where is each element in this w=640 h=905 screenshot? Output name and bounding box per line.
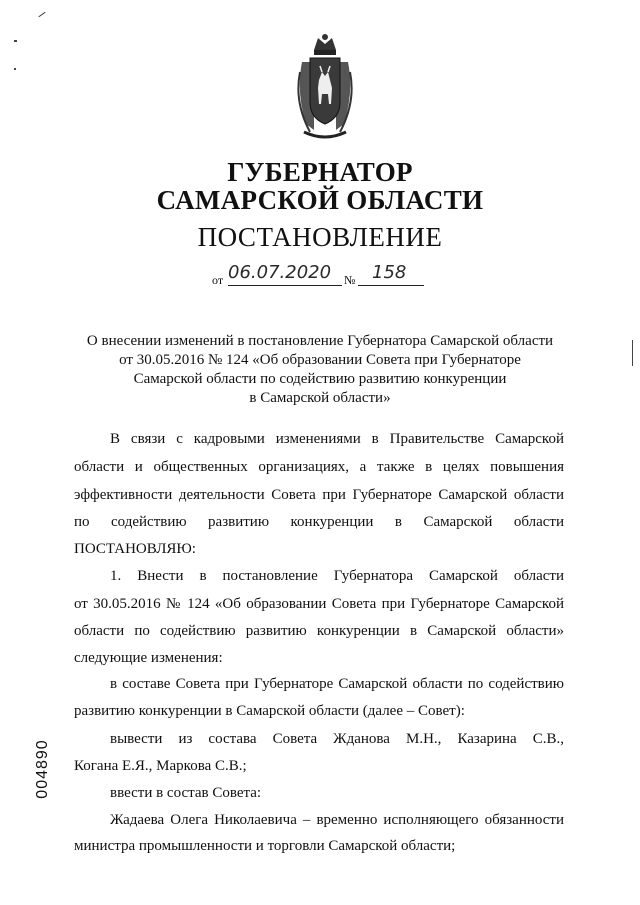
margin-serial-number: 004890 (34, 739, 51, 799)
subject-line: Самарской области по содействию развитию конкуренции (133, 371, 507, 387)
body-line: ПОСТАНОВЛЯЮ: (74, 541, 196, 557)
body-line: в составе Совета при Губернаторе Самарской области по содействию (110, 676, 564, 692)
body-line: Жадаева Олега Николаевича – временно исполняющего обязанности (110, 812, 564, 828)
scan-mark (632, 340, 633, 366)
body-line: по содействию развитию конкуренции в Самарской области (74, 514, 564, 530)
scan-mark (38, 12, 45, 17)
scan-mark (14, 40, 17, 42)
number-label: № (344, 273, 356, 287)
decree-subject (60, 332, 580, 408)
subject-line: от 30.05.2016 № 124 «Об образовании Совета при Губернаторе (119, 352, 521, 368)
date-underline (228, 285, 342, 286)
body-line: вывести из состава Совета Жданова М.Н., Казарина С.В., (110, 731, 564, 747)
title-governor: ГУБЕРНАТОР (227, 157, 413, 187)
samara-coat-of-arms-emblem (292, 32, 358, 142)
body-line: области и общественных организациях, а также в целях повышения (74, 459, 564, 475)
scan-mark (14, 68, 16, 70)
body-line: развитию конкуренции в Самарской области (далее – Совет): (74, 703, 465, 719)
subject-line: в Самарской области» (249, 390, 391, 406)
body-line: следующие изменения: (74, 650, 223, 666)
body-line: 1. Внести в постановление Губернатора Самарской области (110, 568, 564, 584)
body-line: Когана Е.Я., Маркова С.В.; (74, 758, 247, 774)
title-region: САМАРСКОЙ ОБЛАСТИ (156, 185, 484, 215)
body-line: ввести в состав Совета: (110, 785, 262, 801)
date-value: 06.07.2020 (228, 262, 332, 283)
number-underline (358, 285, 424, 286)
body-line: В связи с кадровыми изменениями в Правительстве Самарской (110, 431, 564, 447)
body-line: от 30.05.2016 № 124 «Об образовании Совета при Губернаторе Самарской (74, 596, 564, 612)
date-label: от (212, 273, 224, 287)
body-line: эффективности деятельности Совета при Губернаторе Самарской области (74, 487, 564, 503)
subject-line: О внесении изменений в постановление Губернатора Самарской области (86, 333, 554, 349)
body-line: области по содействию развитию конкуренции в Самарской области» (74, 623, 564, 639)
body-line: министра промышленности и торговли Самарской области; (74, 838, 456, 854)
document-type: ПОСТАНОВЛЕНИЕ (197, 222, 443, 252)
number-value: 158 (372, 262, 407, 283)
